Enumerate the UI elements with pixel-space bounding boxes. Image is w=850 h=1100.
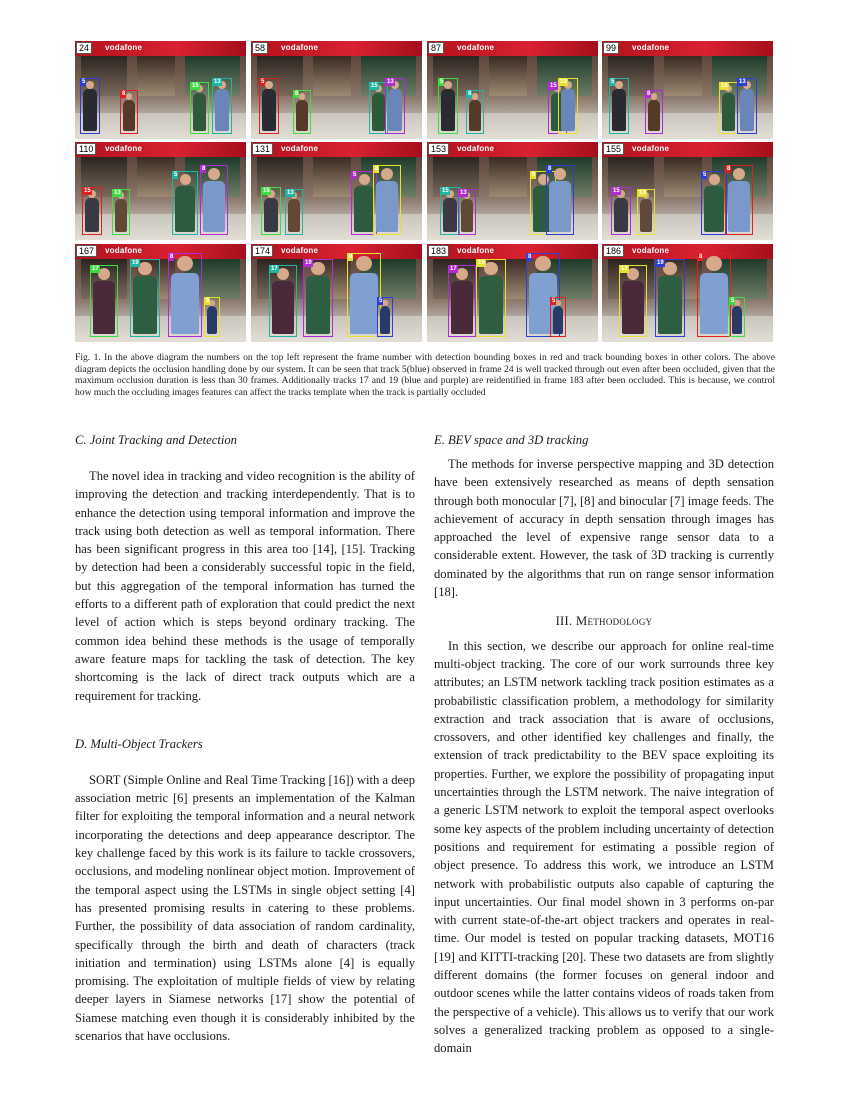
store-sign-text: vodafone	[281, 43, 319, 52]
track-bounding-box	[172, 171, 198, 235]
track-bounding-box	[725, 165, 753, 235]
section-iii-heading: III. Methodology	[555, 614, 653, 629]
track-id-label: 15	[263, 188, 270, 194]
frame-number: 174	[252, 245, 273, 257]
right-column	[434, 431, 774, 1058]
track-bounding-box	[737, 78, 757, 134]
track-id-label: 8	[647, 91, 651, 97]
storefront	[137, 56, 175, 96]
track-id-label: 5	[82, 79, 86, 85]
video-frame	[602, 142, 773, 240]
video-frame	[602, 244, 773, 342]
track-bounding-box	[269, 265, 297, 337]
frame-number: 87	[428, 42, 444, 54]
video-frame	[251, 244, 422, 342]
track-bounding-box	[347, 253, 381, 337]
track-id-label: 8	[727, 166, 731, 172]
storefront	[489, 56, 527, 96]
track-id-label: 8	[349, 254, 353, 260]
frame-number: 167	[76, 245, 97, 257]
track-id-label: 15	[442, 188, 449, 194]
track-id-label: 8	[295, 91, 299, 97]
track-bounding-box	[259, 78, 279, 134]
storefront	[137, 157, 175, 197]
track-id-label: 8	[548, 166, 552, 172]
track-bounding-box	[619, 265, 647, 337]
video-frame	[427, 41, 598, 139]
section-e-heading: E. BEV space and 3D tracking	[434, 433, 589, 447]
store-sign	[602, 41, 773, 56]
frame-number: 24	[76, 42, 92, 54]
frame-number: 110	[76, 143, 96, 155]
store-sign-text: vodafone	[457, 246, 495, 255]
store-sign	[427, 142, 598, 157]
track-id-label: 8	[170, 254, 174, 260]
track-id-label: 5	[611, 79, 615, 85]
storefront	[664, 157, 702, 197]
track-bounding-box	[448, 265, 476, 337]
track-id-label: 5	[379, 298, 383, 304]
track-id-label: 5	[261, 79, 265, 85]
track-id-label: 13	[739, 79, 746, 85]
storefront	[664, 56, 702, 96]
frame-number: 99	[603, 42, 619, 54]
store-sign	[75, 244, 246, 259]
store-sign-text: vodafone	[457, 144, 495, 153]
section-e-paragraph: The methods for inverse perspective mapping and 3D detection have been extensively researched as means of depth sensation through both monocular [7], [8] and binocular [7] image feeds. The achievement of accuracy in depth sensation through images has approached the level of expensive range sensor data to a considerable extent. However, the task of 3D tracking is currently dominated by the algorithms that run on range sensor information [18].	[434, 457, 774, 600]
track-bounding-box	[303, 259, 333, 337]
track-id-label: 19	[132, 260, 139, 266]
track-id-label: 13	[214, 79, 221, 85]
frame-number: 58	[252, 42, 268, 54]
store-sign	[427, 41, 598, 56]
section-d-paragraph: SORT (Simple Online and Real Time Tracking [16]) with a deep association metric [6] presents an implementation of the Kalman filter for exploiting the temporal information and a neural network incorporating the detections and deep appearance descriptor. The key challenge faced by this work is its failure to tackle crossovers, occlusions, and modeling nonlinear object motion. Improvement of the temporal aspect using the LSTMs in single object setting [4] has presented promising results in catering to these problems. Further, the possibility of data association of random cardinality, specifically through the birth and death of characters (track initiation and termination) using LSTMs alone [4] is equally promising. The exploitation of multiple fields of view by relating deeper layers in Siamese networks [17] show the potential of Siamese matching even though it is considerably inhibited by the scenarios that have occlusions.	[75, 772, 415, 1044]
store-sign-text: vodafone	[281, 246, 319, 255]
track-id-label: 13	[639, 190, 646, 196]
video-frame	[75, 41, 246, 139]
track-bounding-box	[655, 259, 685, 337]
track-id-label: 8	[528, 254, 532, 260]
store-sign	[75, 41, 246, 56]
track-id-label: 5	[440, 79, 444, 85]
track-bounding-box	[385, 78, 405, 134]
track-id-label: 19	[305, 260, 312, 266]
track-id-label: 8	[202, 166, 206, 172]
track-id-label: 8	[699, 254, 703, 260]
track-bounding-box	[90, 265, 118, 337]
frame-number: 186	[603, 245, 624, 257]
track-id-label: 5	[353, 172, 357, 178]
store-sign-text: vodafone	[632, 43, 670, 52]
video-frame	[427, 142, 598, 240]
store-sign-text: vodafone	[632, 246, 670, 255]
store-sign-text: vodafone	[632, 144, 670, 153]
track-bounding-box	[546, 165, 574, 235]
track-id-label: 8	[122, 91, 126, 97]
track-id-label: 17	[271, 266, 278, 272]
left-column	[75, 431, 415, 1045]
track-bounding-box	[609, 78, 629, 134]
video-frame	[75, 142, 246, 240]
track-id-label: 13	[114, 190, 121, 196]
track-id-label: 17	[621, 266, 628, 272]
store-sign-text: vodafone	[105, 43, 143, 52]
frame-number: 183	[428, 245, 449, 257]
track-bounding-box	[130, 259, 160, 337]
video-frame	[75, 244, 246, 342]
track-id-label: 13	[560, 79, 567, 85]
track-id-label: 13	[287, 190, 294, 196]
track-id-label: 5	[174, 172, 178, 178]
track-id-label: 8	[375, 166, 379, 172]
store-sign	[602, 244, 773, 259]
video-frame	[251, 41, 422, 139]
video-frame	[602, 41, 773, 139]
storefront	[489, 157, 527, 197]
video-frame	[427, 244, 598, 342]
track-bounding-box	[697, 253, 731, 337]
store-sign	[251, 41, 422, 56]
track-id-label: 13	[387, 79, 394, 85]
store-sign	[602, 142, 773, 157]
track-bounding-box	[438, 78, 458, 134]
track-bounding-box	[80, 78, 100, 134]
store-sign	[75, 142, 246, 157]
track-id-label: 15	[84, 188, 91, 194]
track-id-label: 17	[92, 266, 99, 272]
track-id-label: 15	[192, 83, 199, 89]
section-d-heading: D. Multi-Object Trackers	[75, 736, 203, 751]
video-frame	[251, 142, 422, 240]
store-sign-text: vodafone	[105, 246, 143, 255]
track-id-label: 19	[657, 260, 664, 266]
track-bounding-box	[212, 78, 232, 134]
track-id-label: 15	[721, 83, 728, 89]
section-c-heading: C. Joint Tracking and Detection	[75, 433, 237, 447]
store-sign-text: vodafone	[457, 43, 495, 52]
storefront	[313, 157, 351, 197]
track-id-label: 17	[450, 266, 457, 272]
frame-number: 131	[252, 143, 273, 155]
store-sign	[427, 244, 598, 259]
track-id-label: 5	[552, 298, 556, 304]
track-id-label: 15	[550, 83, 557, 89]
store-sign-text: vodafone	[105, 144, 143, 153]
track-id-label: 8	[468, 91, 472, 97]
track-id-label: 15	[371, 83, 378, 89]
frame-number: 155	[603, 143, 624, 155]
track-bounding-box	[373, 165, 401, 235]
track-bounding-box	[168, 253, 202, 337]
track-bounding-box	[476, 259, 506, 337]
store-sign	[251, 244, 422, 259]
track-id-label: 5	[532, 172, 536, 178]
track-id-label: 13	[460, 190, 467, 196]
track-id-label: 15	[613, 188, 620, 194]
track-bounding-box	[558, 78, 578, 134]
storefront	[313, 56, 351, 96]
section-iii-paragraph: In this section, we describe our approach for online real-time multi-object tracking. The core of our work surrounds three key attributes; an LSTM network tackling track position estimates as a probabilistic classification problem, a methodology for similarity extraction and track association that is aware of occlusions, crossovers, and other identified key challenges and finally, the extension of track predictability to the BEV space exploiting its properties. Further, we explore the possibility of propagating input uncertainties through the LSTM network. The naive integration of a generic LSTM network to exploit the temporal aspect overlooks some key aspects of the problem including uncertainty of detection positions and requirement for estimating a possible region of object presence. To address this work, we introduce an LSTM network with probabilistic outputs also capable of capturing the input uncertainties. Our final model shown in 3 performs on-par with current state-of-the-art object trackers and operates in real-time. Our model is tested on popular tracking datasets, MOT16 [19] and KITTI-tracking [20]. These two datasets are from slightly different domains (the former focuses on general indoor and outdoor scenes while the latter contains videos of roads taken from the perspective of a vehicle). This allows us to verify that our work solves a generalized tracking problem as opposed to a single-domain	[434, 638, 774, 1056]
track-id-label: 5	[206, 298, 210, 304]
track-id-label: 19	[478, 260, 485, 266]
store-sign	[251, 142, 422, 157]
occlusion-figure	[75, 41, 775, 342]
track-id-label: 5	[703, 172, 707, 178]
store-sign-text: vodafone	[281, 144, 319, 153]
track-bounding-box	[200, 165, 228, 235]
frame-number: 153	[428, 143, 449, 155]
figure-caption: Fig. 1. In the above diagram the numbers on the top left represent the frame number with detection bounding boxes in red and track bounding boxes in other colors. The above diagram depicts the occlusion handling done by our system. It can be seen that track 5(blue) observed in frame 24 is well tracked through out even after been occluded, given that the maximum occlusion duration is less than 30 frames. Additionally tracks 17 and 19 (blue and purple) are reidentified in frame 183 after been occluded. This is because, we control how much the occluding images features can affect the tracks template when the track is partially occluded	[75, 352, 775, 398]
track-id-label: 5	[731, 298, 735, 304]
track-bounding-box	[701, 171, 727, 235]
section-c-paragraph: The novel idea in tracking and video recognition is the ability of improving the detection and tracking interdependently. That is to enhance the detection using temporal information and improve the track using both detection as well as temporal information. There has been significant progress in this area too [14], [15]. Tracking by detection had been a considerably successful topic in the field, but this aggregation of the temporal information has turned the efforts to a different path of exploration that could predict the next level of action which is steps beyond ordinary tracking. The common idea behind these methods is the usage of temporally aware feature maps for tackling the task of detection. The key shortcoming is the lack of direct track outputs which are a requirement for tracking.	[75, 469, 415, 703]
